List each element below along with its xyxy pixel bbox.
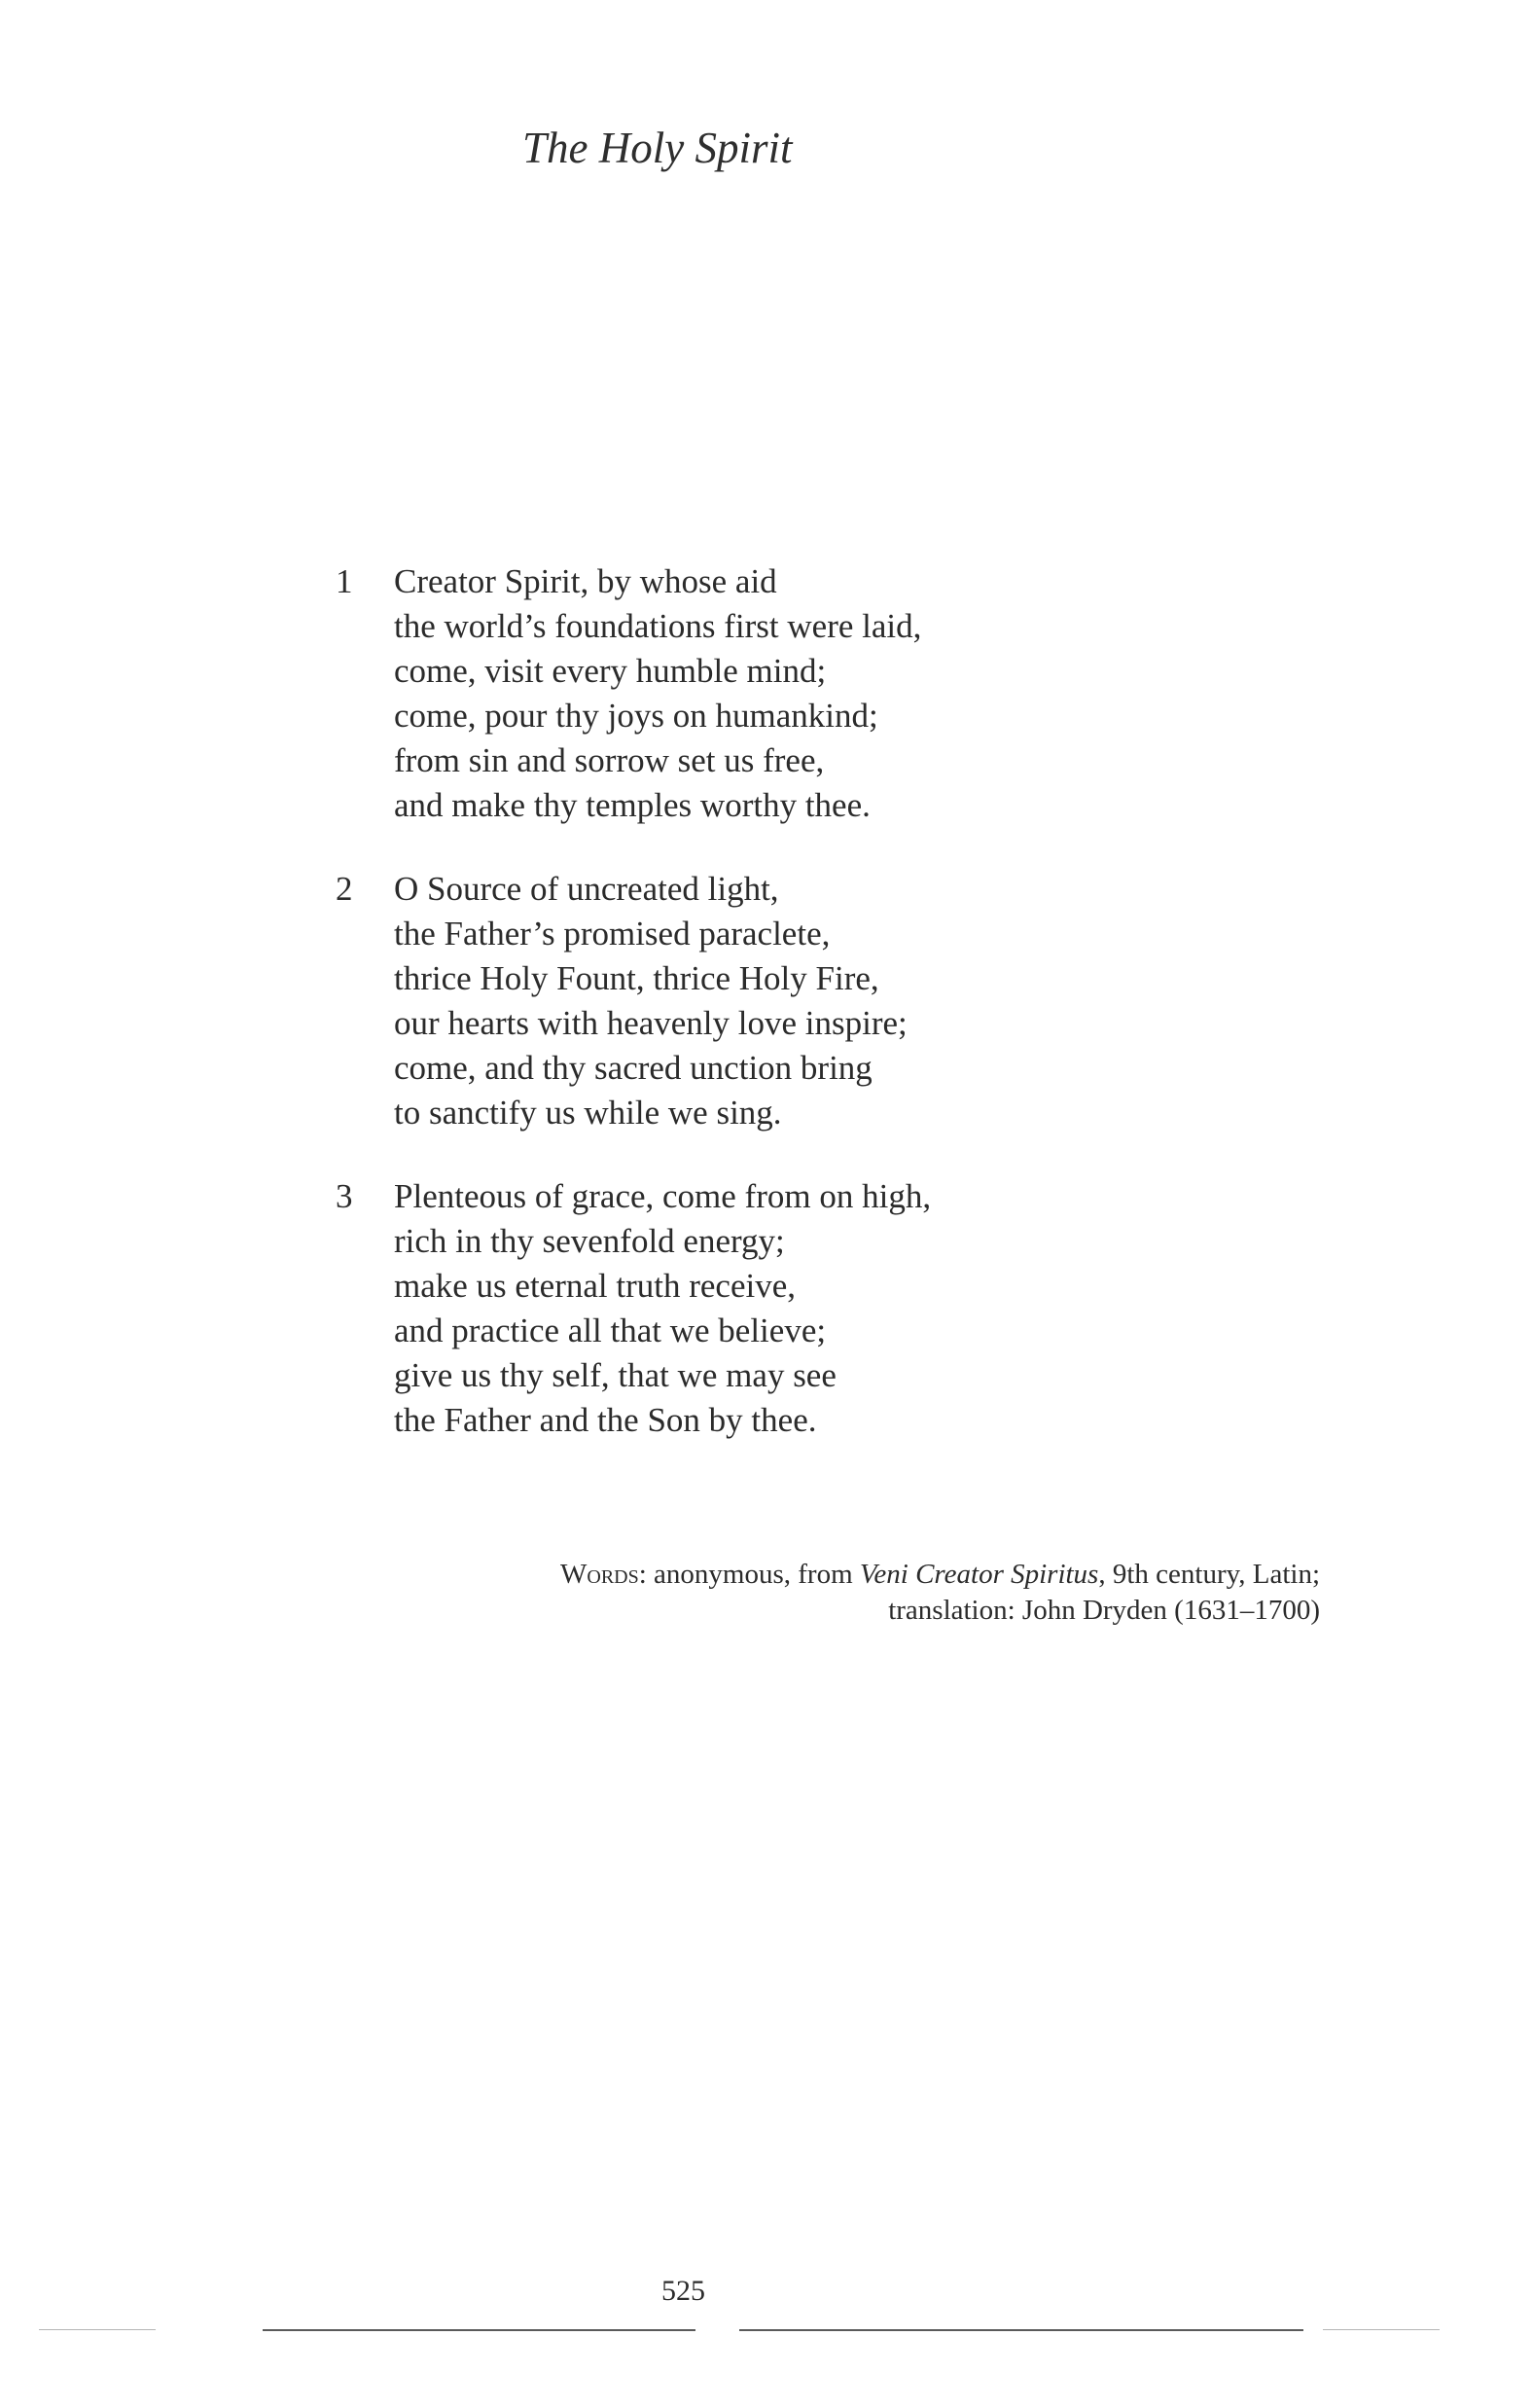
hymn-credits bbox=[560, 1557, 1320, 1629]
page-title: The Holy Spirit bbox=[522, 124, 793, 172]
verse-line: thrice Holy Fount, thrice Holy Fire, bbox=[394, 959, 879, 997]
source-title: Veni Creator Spiritus bbox=[859, 1559, 1099, 1590]
verse-line: the Father and the Son by thee. bbox=[394, 1401, 817, 1439]
verse-1 bbox=[336, 559, 931, 828]
verse-line: make us eternal truth receive, bbox=[394, 1267, 796, 1305]
bottom-rule-center-left bbox=[263, 2329, 695, 2331]
hymn-verses bbox=[336, 559, 931, 1482]
translation-credit: translation: John Dryden (1631–1700) bbox=[888, 1595, 1320, 1626]
verse-number: 1 bbox=[336, 562, 353, 600]
verse-line: the Father’s promised paraclete, bbox=[394, 915, 831, 952]
words-label: Words bbox=[560, 1559, 639, 1590]
verse-line: our hearts with heavenly love inspire; bbox=[394, 1004, 908, 1042]
verse-line: to sanctify us while we sing. bbox=[394, 1094, 782, 1132]
verse-2 bbox=[336, 867, 931, 1135]
verse-line: give us thy self, that we may see bbox=[394, 1356, 837, 1394]
words-credit bbox=[560, 1557, 1320, 1593]
page-number: 525 bbox=[661, 2275, 705, 2307]
words-text-after: , 9th century, Latin; bbox=[1098, 1559, 1320, 1590]
verse-3 bbox=[336, 1174, 931, 1443]
verse-line: and practice all that we believe; bbox=[394, 1312, 827, 1349]
verse-line: rich in thy sevenfold energy; bbox=[394, 1222, 785, 1260]
verse-number: 2 bbox=[336, 870, 353, 908]
verse-line: Plenteous of grace, come from on high, bbox=[394, 1177, 932, 1215]
bottom-rule-right bbox=[1323, 2329, 1440, 2330]
bottom-rule-center-right bbox=[739, 2329, 1303, 2331]
words-text-before: : anonymous, from bbox=[638, 1559, 860, 1590]
verse-line: come, and thy sacred unction bring bbox=[394, 1049, 873, 1087]
verse-line: the world’s foundations first were laid, bbox=[394, 607, 922, 645]
verse-line: and make thy temples worthy thee. bbox=[394, 786, 871, 824]
bottom-rule-left bbox=[39, 2329, 156, 2330]
verse-line: Creator Spirit, by whose aid bbox=[394, 562, 777, 600]
verse-number: 3 bbox=[336, 1177, 353, 1215]
verse-line: O Source of uncreated light, bbox=[394, 870, 779, 908]
verse-line: come, visit every humble mind; bbox=[394, 652, 827, 690]
verse-line: come, pour thy joys on humankind; bbox=[394, 697, 878, 735]
verse-line: from sin and sorrow set us free, bbox=[394, 741, 825, 779]
